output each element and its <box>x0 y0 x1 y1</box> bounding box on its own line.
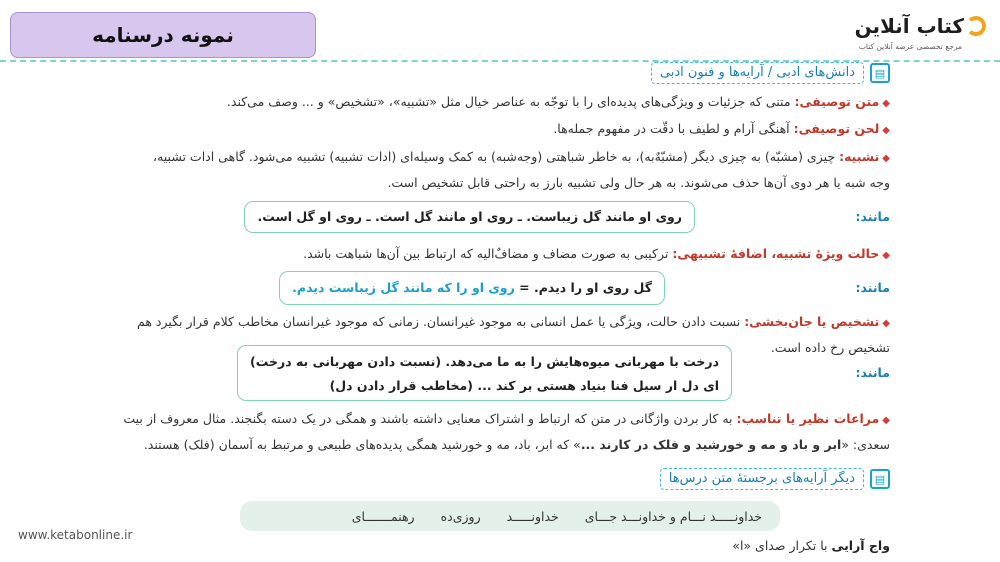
example-box-compound <box>279 271 665 305</box>
bullet-icon: ◆ <box>882 98 890 109</box>
book-icon: ▤ <box>870 63 890 83</box>
term-label: لحن توصیفی: <box>793 121 880 136</box>
entry-descriptive-text <box>227 93 890 113</box>
text-part: » که ابر، باد، مه و خورشید همگی پدیده‌های طبیعی و مرتبط به آسمان (فلک) هستند. <box>143 437 581 452</box>
text-part: سعدی: « <box>841 437 890 452</box>
definition-text: نسبت دادن حالت، ویژگی یا عمل انسانی به موجود غیرانسان. زمانی که موجود غیرانسان مخاطب کلام قرار بگیرد هم <box>137 314 745 329</box>
definition-text: متنی که جزئیات و ویژگی‌های پدیده‌ای را با توجّه به عناصر خیال مثل «تشبیه»، «تشخیص» و ... وصف می‌کند. <box>226 94 795 109</box>
verse-word: خداونـــــد نـــام و خداونـــد جـــای <box>584 508 762 524</box>
verse-pill <box>240 501 780 531</box>
entry-personification-cont: تشخیص رخ داده است. <box>770 340 890 355</box>
term-label: تشخیص یا جان‌بخشی: <box>744 314 880 329</box>
example-text: گل روی او را دیدم. = <box>514 280 652 295</box>
section-title: دیگر آرایه‌های برجستهٔ متن درس‌ها <box>660 468 864 490</box>
verse-quote: ابر و باد و مه و خورشید و فلک در کارند ... <box>580 437 842 452</box>
section-heading-literary <box>651 62 890 84</box>
section-heading-other <box>660 468 890 490</box>
entry-personification <box>137 313 890 333</box>
entry-congruity-cont <box>144 436 890 454</box>
example-box-simile: روی او مانند گل زیباست. ـ روی او مانند گل است. ـ روی او گل است. <box>244 201 695 233</box>
verse-word: خداونـــــد <box>506 508 559 524</box>
entry-simile-cont: وجه شبه یا هر دوی آن‌ها حذف می‌شوند. به هر حال ولی تشبیه بارز به راحتی قابل تشخیص است. <box>387 175 890 190</box>
example-line: ای دل ار سیل فنا بنیاد هستی بر کند ... (مخاطب قرار دادن دل) <box>329 378 719 393</box>
example-label: مانند: <box>855 209 890 224</box>
verse-word: رهنمـــــــای <box>351 508 415 524</box>
bullet-icon: ◆ <box>882 318 890 329</box>
definition-text: چیزی (مشبّه) به چیزی دیگر (مشبّهٌ‌به)، به خاطر شباهتی (وجه‌شبه) به کمک وسیله‌ای (ادات تشبیه) تشبیه می‌شود. گاهی ادات تشبیه، <box>153 149 840 164</box>
term-label: مراعات نظیر یا تناسب: <box>736 411 880 426</box>
brand-logo[interactable] <box>816 14 986 56</box>
example-text-highlight: روی او را که مانند گل زیباست دیدم. <box>292 280 515 295</box>
entry-simile-compound <box>303 245 890 265</box>
entry-alliteration <box>732 537 890 555</box>
example-box-personification <box>237 345 732 401</box>
example-label: مانند: <box>855 280 890 295</box>
example-label: مانند: <box>855 365 890 380</box>
entry-congruity <box>123 410 890 430</box>
bullet-icon: ◆ <box>882 250 890 261</box>
section-title: دانش‌های ادبی / آرایه‌ها و فنون ادبی <box>651 62 864 84</box>
bullet-icon: ◆ <box>882 153 890 164</box>
entry-simile <box>153 148 890 168</box>
definition-text: آهنگی آرام و لطیف با دقّت در مفهوم جمله‌ها. <box>553 121 794 136</box>
brand-tagline: مرجع تخصصی عرضه آنلاین کتاب <box>858 42 962 51</box>
page-title: نمونه درسنامه <box>10 12 316 58</box>
definition-text: به کار بردن واژگانی در متن که ارتباط و اشتراک معنایی داشته باشند و همگی در یک دسته بگنجند. مثال معروف از بیت <box>123 411 737 426</box>
definition-text: با تکرار صدای «ا» <box>732 538 832 553</box>
definition-text: ترکیبی به صورت مضاف و مضافٌ‌الیه که ارتباط بین آن‌ها شباهت باشد. <box>303 246 673 261</box>
term-label: واج آرایی <box>831 538 890 553</box>
verse-word: روزی‌ده <box>440 508 481 524</box>
example-line: درخت با مهربانی میوه‌هایش را به ما می‌دهد. (نسبت دادن مهربانی به درخت) <box>250 354 719 369</box>
term-label: تشبیه: <box>839 149 880 164</box>
brand-name: کتاب آنلاین <box>854 14 964 38</box>
bullet-icon: ◆ <box>882 415 890 426</box>
book-icon: ▤ <box>870 469 890 489</box>
entry-descriptive-tone <box>553 120 890 140</box>
bullet-icon: ◆ <box>882 125 890 136</box>
footer-url[interactable]: www.ketabonline.ir <box>18 528 133 542</box>
brand-ring-icon <box>966 16 986 36</box>
term-label: متن توصیفی: <box>794 94 880 109</box>
term-label: حالت ویژهٔ تشبیه، اضافهٔ تشبیهی: <box>672 246 880 261</box>
